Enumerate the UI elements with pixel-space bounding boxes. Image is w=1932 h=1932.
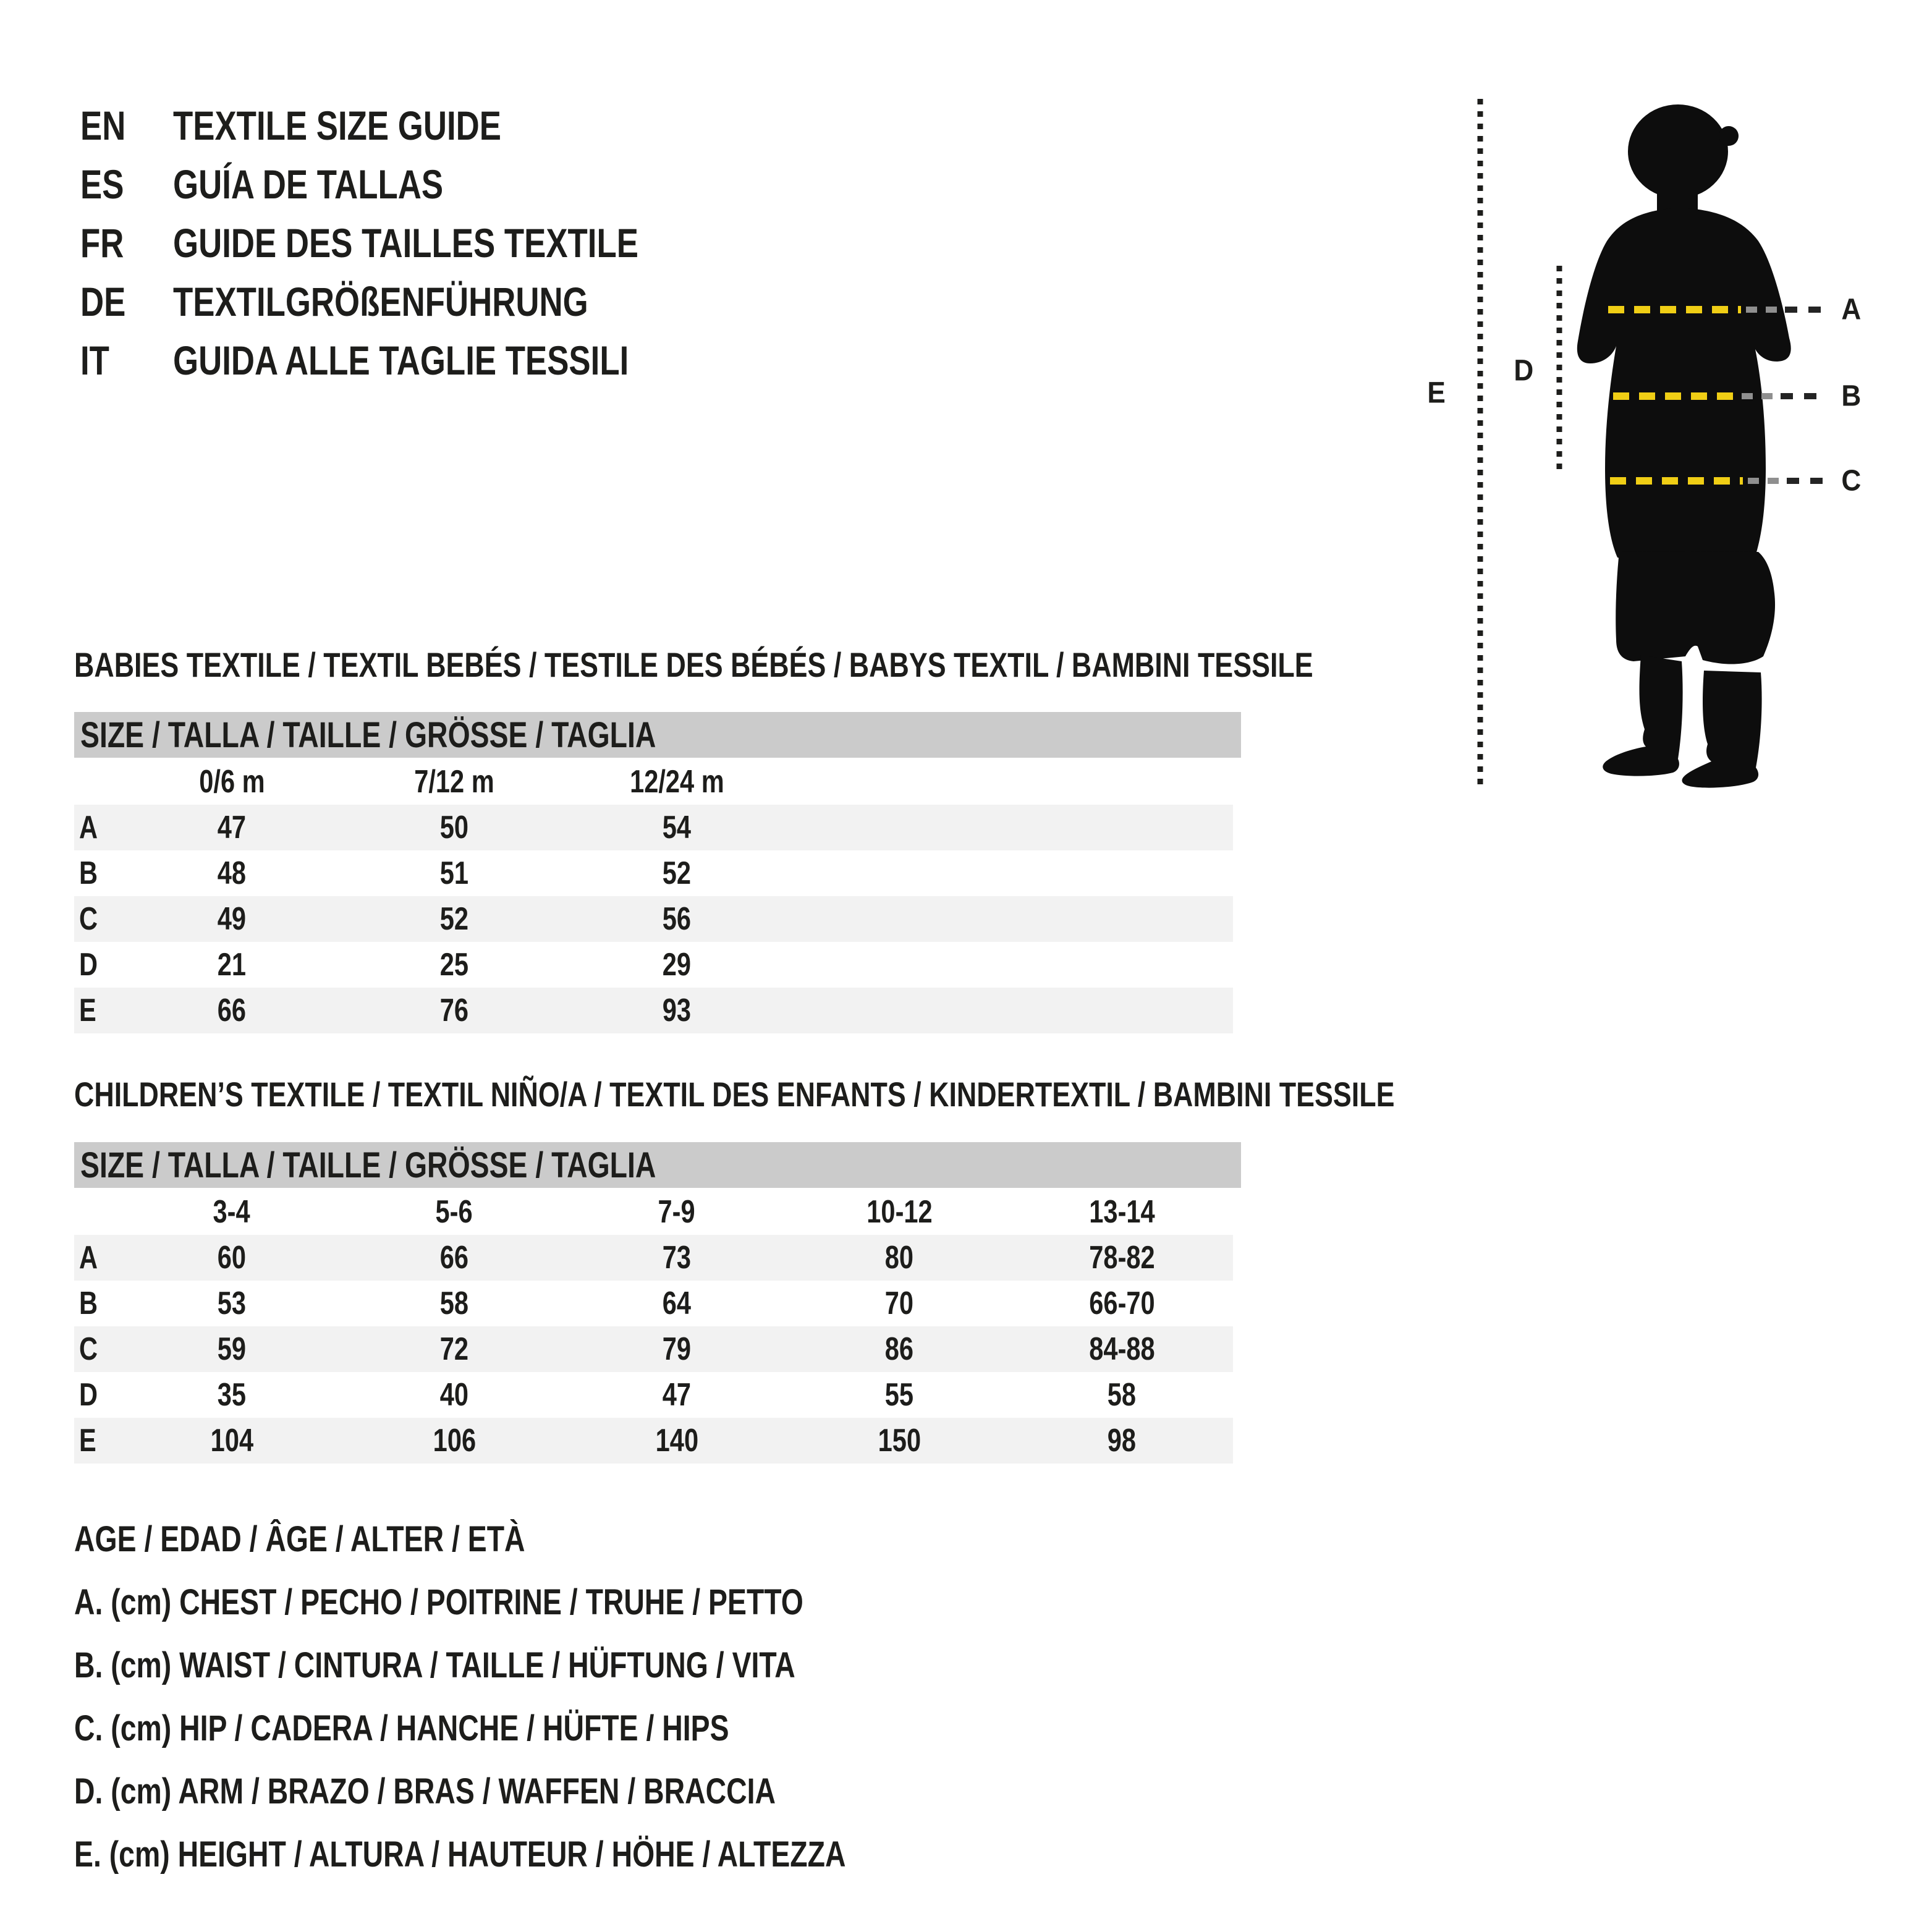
table-cell: 52	[662, 855, 692, 891]
table-cell: 55	[884, 1377, 914, 1413]
row-label: B	[79, 1286, 98, 1321]
table-row	[74, 1281, 1233, 1326]
table-row	[74, 896, 1233, 942]
lang-title: TEXTILE SIZE GUIDE	[173, 103, 501, 148]
table-cell: 98	[1107, 1423, 1137, 1459]
chest-label: A	[1841, 293, 1862, 326]
row-label: E	[79, 993, 96, 1028]
legend-height: E. (cm) HEIGHT / ALTURA / HAUTEUR / HÖHE / ALTEZZA	[74, 1834, 846, 1875]
lang-row-es	[80, 161, 511, 208]
table-cell: 66-70	[1088, 1286, 1155, 1321]
lang-row-fr	[80, 219, 755, 266]
table-cell: 59	[217, 1331, 247, 1367]
table-cell: 84-88	[1088, 1331, 1155, 1367]
table-row	[74, 850, 1233, 896]
column-header: 7/12 m	[414, 764, 494, 800]
table-row	[74, 1372, 1233, 1418]
arm-label: D	[1514, 354, 1535, 388]
table-cell: 50	[439, 810, 469, 845]
table-cell: 66	[439, 1240, 469, 1276]
table-row	[74, 988, 1233, 1033]
column-header: 10-12	[866, 1194, 933, 1230]
table-cell: 58	[1107, 1377, 1137, 1413]
column-header: 13-14	[1088, 1194, 1155, 1230]
row-label: D	[79, 947, 98, 983]
table-cell: 66	[217, 993, 247, 1028]
row-label: D	[79, 1377, 98, 1413]
lang-code: IT	[80, 337, 109, 383]
lang-title: TEXTILGRÖßENFÜHRUNG	[173, 279, 588, 324]
lang-row-en	[80, 102, 583, 149]
table-cell: 25	[439, 947, 469, 983]
table-cell: 49	[217, 901, 247, 937]
table-cell: 40	[439, 1377, 469, 1413]
table-row	[74, 942, 1233, 988]
lang-title: GUIDE DES TAILLES TEXTILE	[173, 220, 638, 266]
table-cell: 51	[439, 855, 469, 891]
table-cell: 56	[662, 901, 692, 937]
babies-column-header-row	[74, 759, 1233, 805]
legend-chest: A. (cm) CHEST / PECHO / POITRINE / TRUHE / PETTO	[74, 1582, 803, 1622]
table-cell: 72	[439, 1331, 469, 1367]
table-cell: 78-82	[1088, 1240, 1155, 1276]
child-silhouette-diagram	[1409, 87, 1922, 810]
table-cell: 73	[662, 1240, 692, 1276]
table-cell: 54	[662, 810, 692, 845]
table-cell: 86	[884, 1331, 914, 1367]
table-cell: 47	[662, 1377, 692, 1413]
table-cell: 150	[878, 1423, 921, 1459]
table-cell: 58	[439, 1286, 469, 1321]
table-cell: 79	[662, 1331, 692, 1367]
table-cell: 48	[217, 855, 247, 891]
row-label: A	[79, 810, 98, 845]
table-cell: 140	[655, 1423, 698, 1459]
table-cell: 53	[217, 1286, 247, 1321]
table-row	[74, 1418, 1233, 1464]
row-label: C	[79, 1331, 98, 1367]
legend-age: AGE / EDAD / ÂGE / ALTER / ETÀ	[74, 1519, 525, 1559]
waist-label: B	[1841, 379, 1862, 413]
row-label: C	[79, 901, 98, 937]
table-cell: 52	[439, 901, 469, 937]
hip-label: C	[1841, 464, 1862, 498]
table-cell: 47	[217, 810, 247, 845]
legend-hip: C. (cm) HIP / CADERA / HANCHE / HÜFTE / HIPS	[74, 1708, 729, 1748]
column-header: 3-4	[213, 1194, 251, 1230]
lang-code: DE	[80, 279, 126, 324]
babies-section-title: BABIES TEXTILE / TEXTIL BEBÉS / TESTILE DES BÉBÉS / BABYS TEXTIL / BAMBINI TESSILE	[74, 645, 1313, 684]
table-row	[74, 1326, 1233, 1372]
babies-size-header: SIZE / TALLA / TAILLE / GRÖSSE / TAGLIA	[74, 712, 1241, 758]
row-label: E	[79, 1423, 96, 1459]
column-header: 7-9	[658, 1194, 696, 1230]
row-label: A	[79, 1240, 98, 1276]
lang-row-de	[80, 278, 692, 325]
lang-title: GUIDA ALLE TAGLIE TESSILI	[173, 337, 629, 383]
table-cell: 106	[433, 1423, 476, 1459]
row-label: B	[79, 855, 98, 891]
column-header: 0/6 m	[198, 764, 265, 800]
lang-code: ES	[80, 161, 124, 207]
lang-code: EN	[80, 103, 126, 148]
table-cell: 104	[210, 1423, 253, 1459]
column-header: 5-6	[435, 1194, 473, 1230]
table-cell: 29	[662, 947, 692, 983]
legend-arm: D. (cm) ARM / BRAZO / BRAS / WAFFEN / BRACCIA	[74, 1771, 776, 1811]
height-label: E	[1427, 376, 1446, 410]
table-row	[74, 805, 1233, 850]
lang-code: FR	[80, 220, 124, 266]
table-cell: 80	[884, 1240, 914, 1276]
children-size-header: SIZE / TALLA / TAILLE / GRÖSSE / TAGLIA	[74, 1142, 1241, 1188]
children-section-title: CHILDREN’S TEXTILE / TEXTIL NIÑO/A / TEXTIL DES ENFANTS / KINDERTEXTIL / BAMBINI TESSILE	[74, 1074, 1395, 1114]
table-cell: 21	[217, 947, 247, 983]
table-cell: 60	[217, 1240, 247, 1276]
lang-row-it	[80, 337, 743, 384]
table-cell: 64	[662, 1286, 692, 1321]
column-header: 12/24 m	[629, 764, 724, 800]
children-column-header-row	[74, 1189, 1233, 1235]
table-row	[74, 1235, 1233, 1281]
table-cell: 76	[439, 993, 469, 1028]
legend-waist: B. (cm) WAIST / CINTURA / TAILLE / HÜFTUNG / VITA	[74, 1645, 795, 1685]
table-cell: 93	[662, 993, 692, 1028]
lang-title: GUÍA DE TALLAS	[173, 161, 444, 207]
table-cell: 35	[217, 1377, 247, 1413]
table-cell: 70	[884, 1286, 914, 1321]
